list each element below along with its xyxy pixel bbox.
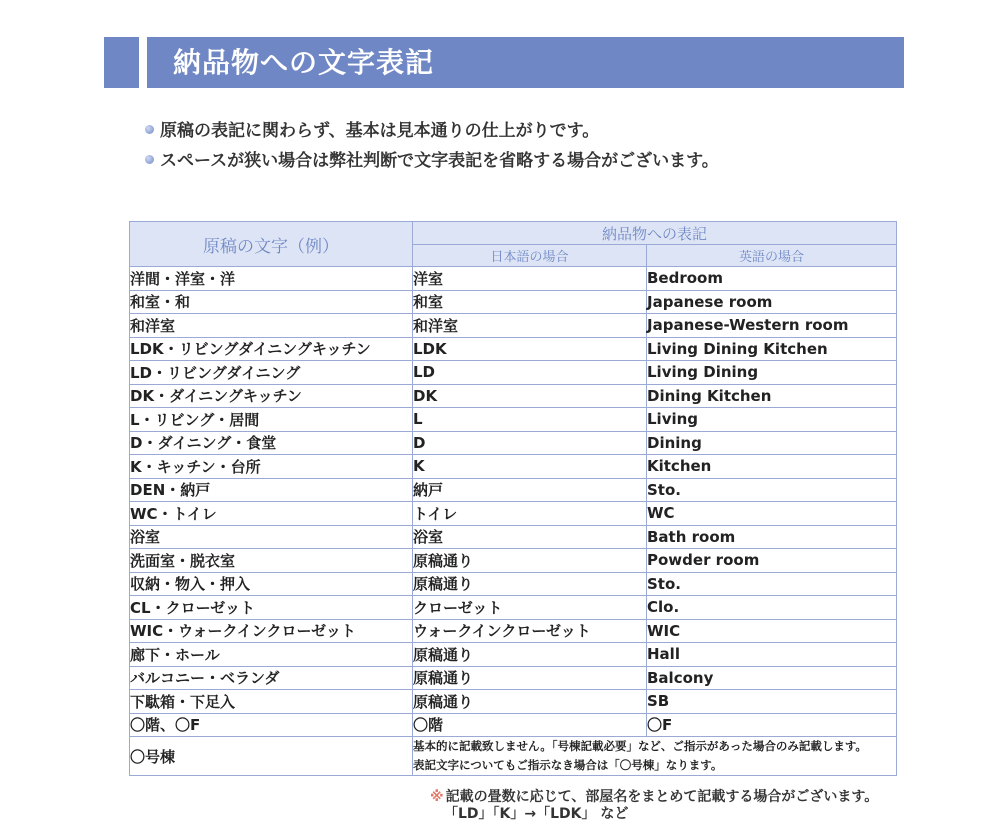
footnote (430, 789, 878, 823)
table-row (130, 549, 897, 573)
table-row-building (130, 737, 897, 776)
cell-japanese: ウォークインクローゼット (413, 619, 647, 643)
header-original-text: 原稿の文字（例） (130, 222, 413, 267)
footnote-line: 「LD」「K」→「LDK」 など (444, 806, 629, 822)
cell-english: Living Dining (647, 361, 897, 385)
bullet-dot-icon (145, 155, 154, 164)
notice-item (145, 116, 719, 146)
table-row (130, 619, 897, 643)
cell-english: WIC (647, 619, 897, 643)
cell-english: Clo. (647, 596, 897, 620)
table-row (130, 337, 897, 361)
cell-original: 和室・和 (130, 290, 413, 314)
header-output-notation: 納品物への表記 (413, 222, 897, 245)
cell-english: Sto. (647, 478, 897, 502)
cell-original: 浴室 (130, 525, 413, 549)
cell-japanese: 洋室 (413, 267, 647, 291)
cell-original: CL・クローゼット (130, 596, 413, 620)
cell-note (413, 737, 897, 776)
cell-japanese: 和室 (413, 290, 647, 314)
cell-japanese: 和洋室 (413, 314, 647, 338)
cell-japanese: LD (413, 361, 647, 385)
cell-japanese: 原稿通り (413, 690, 647, 714)
cell-original: K・キッチン・台所 (130, 455, 413, 479)
notice-item (145, 146, 719, 176)
reference-mark: ※ (430, 789, 444, 805)
cell-japanese: 〇階 (413, 713, 647, 737)
cell-english: Dining Kitchen (647, 384, 897, 408)
table-row (130, 666, 897, 690)
cell-japanese: D (413, 431, 647, 455)
cell-japanese: 原稿通り (413, 549, 647, 573)
table-row (130, 290, 897, 314)
notice-text: スペースが狭い場合は弊社判断で文字表記を省略する場合がございます。 (160, 151, 719, 171)
cell-japanese: K (413, 455, 647, 479)
note-line: 表記文字についてもご指示なき場合は「〇号棟」なります。 (413, 758, 723, 772)
cell-english: SB (647, 690, 897, 714)
cell-japanese: クローゼット (413, 596, 647, 620)
table-row (130, 478, 897, 502)
table-row (130, 384, 897, 408)
table-row (130, 314, 897, 338)
cell-japanese: 原稿通り (413, 666, 647, 690)
cell-original: 洋間・洋室・洋 (130, 267, 413, 291)
cell-english: WC (647, 502, 897, 526)
table-row (130, 643, 897, 667)
cell-japanese: トイレ (413, 502, 647, 526)
cell-english: 〇F (647, 713, 897, 737)
table-row (130, 596, 897, 620)
cell-original: 和洋室 (130, 314, 413, 338)
cell-english: Living Dining Kitchen (647, 337, 897, 361)
cell-original: DEN・納戸 (130, 478, 413, 502)
table-row (130, 713, 897, 737)
cell-original: 〇号棟 (130, 737, 413, 776)
table-row (130, 408, 897, 432)
cell-english: Japanese room (647, 290, 897, 314)
table-row (130, 572, 897, 596)
cell-original: WC・トイレ (130, 502, 413, 526)
table-row (130, 525, 897, 549)
cell-english: Living (647, 408, 897, 432)
bullet-dot-icon (145, 125, 154, 134)
page-title: 納品物への文字表記 (147, 37, 904, 88)
table-row (130, 455, 897, 479)
note-line: 基本的に記載致しません。「号棟記載必要」など、ご指示があった場合のみ記載します。 (413, 739, 867, 753)
notice-text: 原稿の表記に関わらず、基本は見本通りの仕上がりです。 (160, 121, 600, 141)
cell-original: LDK・リビングダイニングキッチン (130, 337, 413, 361)
cell-original: DK・ダイニングキッチン (130, 384, 413, 408)
cell-japanese: DK (413, 384, 647, 408)
cell-original: 収納・物入・押入 (130, 572, 413, 596)
notice-list (145, 116, 719, 176)
cell-english: Balcony (647, 666, 897, 690)
cell-japanese: 原稿通り (413, 572, 647, 596)
cell-japanese: L (413, 408, 647, 432)
cell-japanese: 原稿通り (413, 643, 647, 667)
header-accent-block (104, 37, 139, 88)
cell-english: Japanese-Western room (647, 314, 897, 338)
cell-english: Bedroom (647, 267, 897, 291)
notation-table (129, 221, 897, 776)
cell-original: 洗面室・脱衣室 (130, 549, 413, 573)
table-row (130, 502, 897, 526)
cell-japanese: 納戸 (413, 478, 647, 502)
table-body (130, 267, 897, 737)
cell-original: 〇階、〇F (130, 713, 413, 737)
cell-english: Sto. (647, 572, 897, 596)
table-row (130, 690, 897, 714)
cell-original: バルコニー・ベランダ (130, 666, 413, 690)
cell-original: L・リビング・居間 (130, 408, 413, 432)
cell-original: D・ダイニング・食堂 (130, 431, 413, 455)
cell-english: Kitchen (647, 455, 897, 479)
cell-original: 下駄箱・下足入 (130, 690, 413, 714)
header-japanese: 日本語の場合 (413, 245, 647, 267)
cell-japanese: LDK (413, 337, 647, 361)
cell-english: Hall (647, 643, 897, 667)
cell-original: WIC・ウォークインクローゼット (130, 619, 413, 643)
cell-english: Powder room (647, 549, 897, 573)
table-row (130, 361, 897, 385)
cell-english: Dining (647, 431, 897, 455)
table-row (130, 267, 897, 291)
footnote-line: 記載の畳数に応じて、部屋名をまとめて記載する場合がございます。 (445, 789, 879, 805)
cell-original: 廊下・ホール (130, 643, 413, 667)
cell-english: Bath room (647, 525, 897, 549)
cell-japanese: 浴室 (413, 525, 647, 549)
header-english: 英語の場合 (647, 245, 897, 267)
table-row (130, 431, 897, 455)
cell-original: LD・リビングダイニング (130, 361, 413, 385)
